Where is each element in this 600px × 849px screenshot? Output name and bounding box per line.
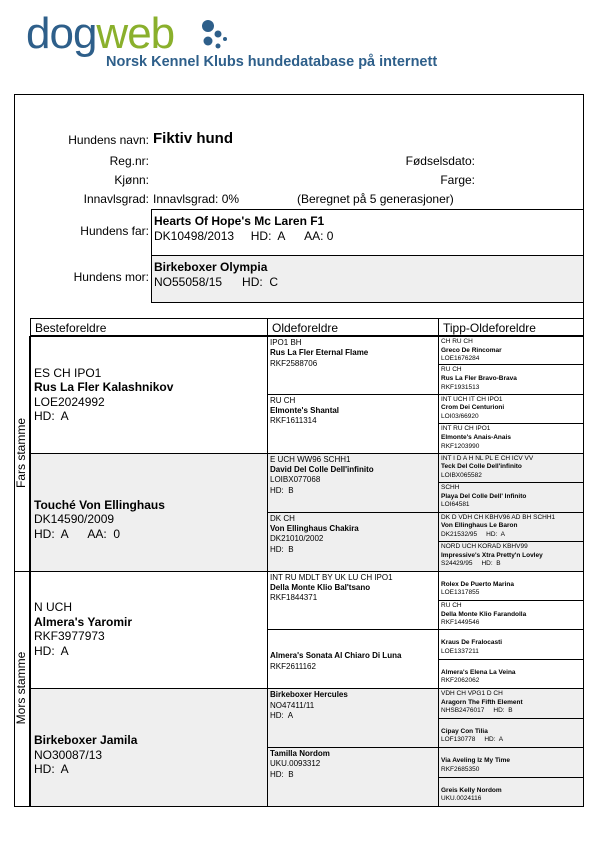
ancestor-title: INT RU CH IPO1 xyxy=(441,425,491,433)
pedigree-table xyxy=(14,318,584,807)
great-great-grandparent-cell[interactable] xyxy=(438,394,584,424)
ancestor-reg: LOIBX077068 xyxy=(270,475,321,485)
great-grandparent-cell[interactable] xyxy=(267,571,439,631)
ancestor-reg: NO30087/13 xyxy=(34,747,103,762)
great-great-grandparent-cell[interactable] xyxy=(438,718,584,748)
great-grandparent-cell[interactable] xyxy=(267,394,439,454)
ancestor-title: N UCH xyxy=(34,600,72,615)
ancestor-reg: LOF130778 HD: A xyxy=(441,736,504,744)
regnr-label: Reg.nr: xyxy=(109,154,149,168)
ancestor-title: INT RU MDLT BY UK LU CH IPO1 xyxy=(270,572,393,582)
inbreeding-value: Innavlsgrad: 0% xyxy=(153,192,240,206)
ancestor-reg: RKF2062062 xyxy=(441,677,480,685)
ancestor-title: NORD UCH KORAD KBHV99 xyxy=(441,543,528,551)
ancestor-reg: LOI03/66920 xyxy=(441,413,479,421)
great-grandparent-cell[interactable] xyxy=(267,512,439,572)
header-great-great-grandparents: Tipp-Oldeforeldre xyxy=(438,318,584,336)
grandparent-cell[interactable] xyxy=(30,336,268,454)
mother-name: Birkeboxer Olympia xyxy=(154,260,268,274)
inbreeding-label: Innavlsgrad: xyxy=(83,192,149,206)
great-great-grandparent-cell[interactable] xyxy=(438,688,584,718)
side-divider xyxy=(14,571,30,572)
ancestor-reg: LOI64581 xyxy=(441,501,470,509)
ancestor-reg: RKF1931513 xyxy=(441,383,480,391)
great-grandparent-cell[interactable] xyxy=(267,336,439,395)
ancestor-name: Greco De Rincomar xyxy=(441,346,502,354)
great-great-grandparent-cell[interactable] xyxy=(438,747,584,777)
ancestor-title: RU CH xyxy=(441,366,462,374)
ancestor-name: Della Monte Klio Bal'tsano xyxy=(270,582,371,592)
ancestor-reg: RKF2685350 xyxy=(441,765,480,773)
ancestor-hd: HD: A xyxy=(34,762,69,777)
great-grandparent-cell[interactable] xyxy=(267,747,439,807)
great-great-grandparent-cell[interactable] xyxy=(438,453,584,483)
great-great-grandparent-cell[interactable] xyxy=(438,629,584,659)
great-great-grandparent-cell[interactable] xyxy=(438,364,584,394)
ancestor-reg: NO47411/11 xyxy=(270,700,315,710)
great-great-grandparent-cell[interactable] xyxy=(438,541,584,571)
father-name: Hearts Of Hope's Mc Laren F1 xyxy=(154,214,325,228)
color-label: Farge: xyxy=(440,173,475,187)
dog-name: Fiktiv hund xyxy=(153,130,233,147)
ancestor-name: Playa Del Colle Dell' Infinito xyxy=(441,492,527,500)
logo-tagline: Norsk Kennel Klubs hundedatabase på internett xyxy=(106,54,438,70)
ancestor-title: E UCH WW96 SCHH1 xyxy=(270,454,351,464)
birthdate-label: Fødselsdato: xyxy=(405,154,475,168)
ancestor-hd: HD: B xyxy=(270,769,294,779)
dogweb-logo xyxy=(26,10,446,76)
grandparent-cell[interactable] xyxy=(30,453,268,572)
ancestor-name: Elmonte's Shantal xyxy=(270,406,340,416)
ancestor-reg: LOE1317855 xyxy=(441,589,480,597)
great-great-grandparent-cell[interactable] xyxy=(438,336,584,365)
ancestor-name: Almera's Sonata Al Chiaro Di Luna xyxy=(270,651,402,661)
ancestor-title: ES CH IPO1 xyxy=(34,365,102,380)
ancestor-title: DK CH xyxy=(270,513,295,523)
ancestor-reg: NHSB2476017 HD: B xyxy=(441,707,513,715)
ancestor-title: RU CH xyxy=(270,395,296,405)
inbreeding-note: (Beregnet på 5 generasjoner) xyxy=(297,192,454,206)
great-great-grandparent-cell[interactable] xyxy=(438,571,584,601)
ancestor-name: Aragorn The Fifth Element xyxy=(441,698,523,706)
mother-box[interactable] xyxy=(151,255,584,303)
ancestor-reg: RKF2588706 xyxy=(270,358,318,368)
ancestor-name: Von Ellinghaus Le Baron xyxy=(441,522,518,530)
great-grandparent-cell[interactable] xyxy=(267,688,439,748)
ancestor-reg: LOE2024992 xyxy=(34,394,105,409)
ancestor-title: DK D VDH CH KBHV96 AD BH SCHH1 xyxy=(441,513,556,521)
ancestor-reg: DK21010/2002 xyxy=(270,534,324,544)
ancestor-reg: DK14590/2009 xyxy=(34,512,115,527)
ancestor-name: Von Ellinghaus Chakira xyxy=(270,523,359,533)
logo-wordmark xyxy=(26,10,174,58)
ancestor-reg: UKU.0024116 xyxy=(441,795,482,803)
ancestor-title: CH RU CH xyxy=(441,338,473,345)
ancestor-name: Crom Dei Centurioni xyxy=(441,404,505,412)
dog-name-label: Hundens navn: xyxy=(68,133,149,147)
ancestor-title: VDH CH VPG1 D CH xyxy=(441,690,503,698)
great-great-grandparent-cell[interactable] xyxy=(438,512,584,542)
great-great-grandparent-cell[interactable] xyxy=(438,482,584,512)
mother-label: Hundens mor: xyxy=(73,270,149,284)
ancestor-name: Impressive's Xtra Pretty'n Lovley xyxy=(441,551,543,559)
ancestor-name: Rolex De Puerto Marina xyxy=(441,580,514,588)
ancestor-reg: DK21532/95 HD: A xyxy=(441,530,505,538)
ancestor-title: SCHH xyxy=(441,484,460,492)
ancestor-reg: S24429/95 HD: B xyxy=(441,560,501,568)
ancestor-name: Almera's Yaromir xyxy=(34,614,133,629)
great-great-grandparent-cell[interactable] xyxy=(438,600,584,630)
father-details: DK10498/2013 HD: A AA: 0 xyxy=(154,229,334,243)
ancestor-hd: HD: B xyxy=(270,485,294,495)
ancestor-reg: LOIBX065582 xyxy=(441,471,482,479)
ancestor-name: Birkeboxer Hercules xyxy=(270,690,348,700)
ancestor-name: Birkeboxer Jamila xyxy=(34,733,138,748)
sex-label: Kjønn: xyxy=(114,173,149,187)
ancestor-reg: RKF1449546 xyxy=(441,619,480,627)
great-grandparent-cell[interactable] xyxy=(267,629,439,689)
ancestor-title: RU CH xyxy=(441,601,462,609)
ancestor-reg: RKF2611162 xyxy=(270,661,316,671)
logo-web-text: web xyxy=(96,9,175,58)
ancestor-name: Via Aveling Iz My Time xyxy=(441,757,510,765)
father-box[interactable] xyxy=(151,209,584,256)
ancestor-name: Greis Kelly Nordom xyxy=(441,786,502,794)
ancestor-name: Touché Von Ellinghaus xyxy=(34,497,165,512)
ancestor-reg: RKF1844371 xyxy=(270,593,318,603)
ancestor-name: Rus La Fler Bravo-Brava xyxy=(441,375,517,383)
ancestor-name: Rus La Fler Eternal Flame xyxy=(270,348,369,358)
ancestor-reg: RKF1611314 xyxy=(270,416,317,426)
ancestor-name: Tamilla Nordom xyxy=(270,749,330,759)
ancestor-reg: RKF3977973 xyxy=(34,629,105,644)
ancestor-hd: HD: A AA: 0 xyxy=(34,526,121,541)
ancestor-hd: HD: A xyxy=(34,409,69,424)
ancestor-name: Kraus De Fralocasti xyxy=(441,639,503,647)
father-label: Hundens far: xyxy=(80,224,149,238)
ancestor-reg: RKF1203990 xyxy=(441,442,480,450)
mother-details: NO55058/15 HD: C xyxy=(154,275,279,289)
ancestor-title: INT I D A H NL PL E CH ICV VV xyxy=(441,454,534,462)
great-grandparent-cell[interactable] xyxy=(267,453,439,513)
side-label-mother: Mors stamme xyxy=(14,651,28,725)
ancestor-name: Cipay Con Tilia xyxy=(441,727,488,735)
great-great-grandparent-cell[interactable] xyxy=(438,777,584,807)
ancestor-name: Almera's Elena La Veina xyxy=(441,668,516,676)
great-great-grandparent-cell[interactable] xyxy=(438,659,584,689)
ancestor-name: David Del Colle Dell'infinito xyxy=(270,465,374,475)
ancestor-name: Teck Del Colle Dell'infinito xyxy=(441,463,522,471)
ancestor-name: Rus La Fler Kalashnikov xyxy=(34,380,174,395)
grandparent-cell[interactable] xyxy=(30,571,268,690)
header-great-grandparents: Oldeforeldre xyxy=(267,318,439,336)
ancestor-reg: LOE1337211 xyxy=(441,647,479,655)
ancestor-name: Elmonte's Anais-Anais xyxy=(441,433,511,441)
logo-dots-icon xyxy=(196,14,246,54)
logo-dog-text: dog xyxy=(26,9,97,58)
header-grandparents: Besteforeldre xyxy=(30,318,268,336)
ancestor-title: IPO1 BH xyxy=(270,338,302,347)
ancestor-hd: HD: A xyxy=(34,643,69,658)
ancestor-name: Della Monte Klio Farandolla xyxy=(441,610,527,618)
ancestor-title: INT UCH IT CH IPO1 xyxy=(441,395,503,403)
grandparent-cell[interactable] xyxy=(30,688,268,807)
ancestor-reg: UKU.0093312 xyxy=(270,759,321,769)
ancestor-hd: HD: B xyxy=(270,544,294,554)
side-label-father: Fars stamme xyxy=(14,418,28,489)
ancestor-hd: HD: A xyxy=(270,710,294,720)
ancestor-reg: LOE1676284 xyxy=(441,355,480,363)
great-great-grandparent-cell[interactable] xyxy=(438,423,584,453)
